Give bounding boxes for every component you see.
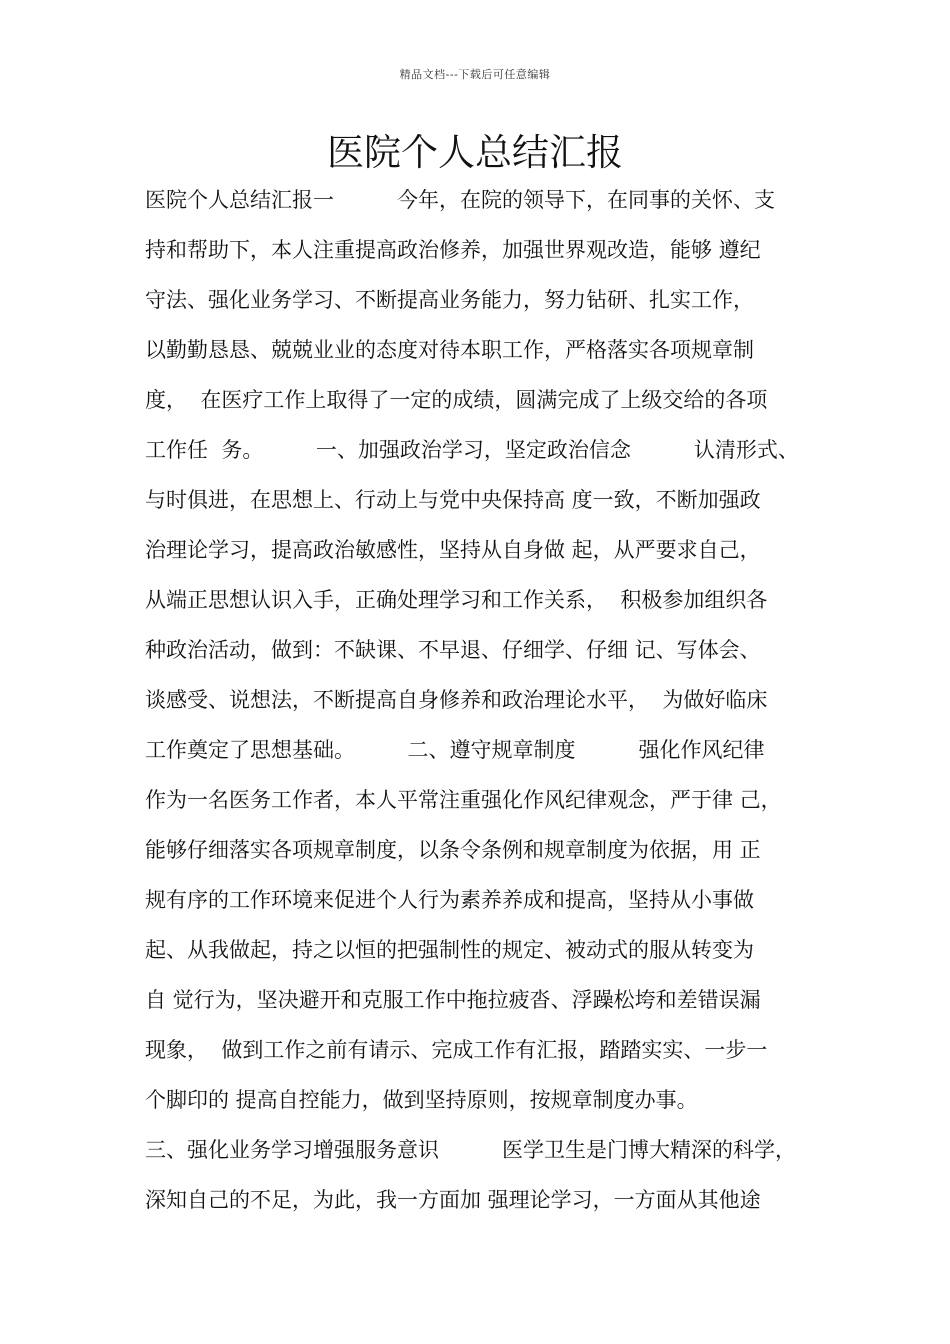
body-line: 起、从我做起，持之以恒的把强制性的规定、被动式的服从转变为 bbox=[145, 938, 754, 962]
body-line: 深知自己的不足，为此，我一方面加 强理论学习，一方面从其他途 bbox=[145, 1188, 761, 1212]
body-line: 现象， 做到工作之前有请示、完成工作有汇报，踏踏实实、一步一 bbox=[145, 1038, 768, 1062]
body-line: 能够仔细落实各项规章制度，以条令条例和规章制度为依据，用 正 bbox=[145, 838, 761, 862]
document-title: 医院个人总结汇报 bbox=[327, 131, 623, 174]
body-line: 持和帮助下，本人注重提高政治修养，加强世界观改造，能够 遵纪 bbox=[145, 238, 761, 262]
body-line: 个脚印的 提高自控能力，做到坚持原则，按规章制度办事。 bbox=[145, 1088, 698, 1112]
body-text bbox=[145, 180, 835, 1230]
body-line: 种政治活动，做到：不缺课、不早退、仔细学、仔细 记、写体会、 bbox=[145, 638, 761, 662]
body-line: 谈感受、说想法，不断提高自身修养和政治理论水平， 为做好临床 bbox=[145, 688, 768, 712]
body-line: 医院个人总结汇报一 今年，在院的领导下，在同事的关怀、支 bbox=[145, 188, 775, 212]
body-line: 治理论学习，提高政治敏感性，坚持从自身做 起，从严要求自己， bbox=[145, 538, 761, 562]
body-line: 守法、强化业务学习、不断提高业务能力，努力钻研、扎实工作， bbox=[145, 288, 754, 312]
body-line: 与时俱进，在思想上、行动上与党中央保持高 度一致，不断加强政 bbox=[145, 488, 761, 512]
body-line: 规有序的工作环境来促进个人行为素养养成和提高，坚持从小事做 bbox=[145, 888, 754, 912]
body-line: 三、强化业务学习增强服务意识 医学卫生是门博大精深的科学， bbox=[145, 1138, 796, 1162]
body-line: 作为一名医务工作者，本人平常注重强化作风纪律观念，严于律 己， bbox=[145, 788, 782, 812]
body-line: 从端正思想认识入手，正确处理学习和工作关系， 积极参加组织各 bbox=[145, 588, 768, 612]
body-line: 工作奠定了思想基础。 二、遵守规章制度 强化作风纪律 bbox=[145, 738, 765, 762]
header-note: 精品文档---下载后可任意编辑 bbox=[399, 68, 551, 81]
body-line: 工作任 务。 一、加强政治学习，坚定政治信念 认清形式、 bbox=[145, 438, 799, 462]
body-line: 自 觉行为，坚决避开和克服工作中拖拉疲沓、浮躁松垮和差错误漏 bbox=[145, 988, 761, 1012]
body-line: 以勤勤恳恳、兢兢业业的态度对待本职工作，严格落实各项规章制 bbox=[145, 338, 754, 362]
body-line: 度， 在医疗工作上取得了一定的成绩，圆满完成了上级交给的各项 bbox=[145, 388, 768, 412]
